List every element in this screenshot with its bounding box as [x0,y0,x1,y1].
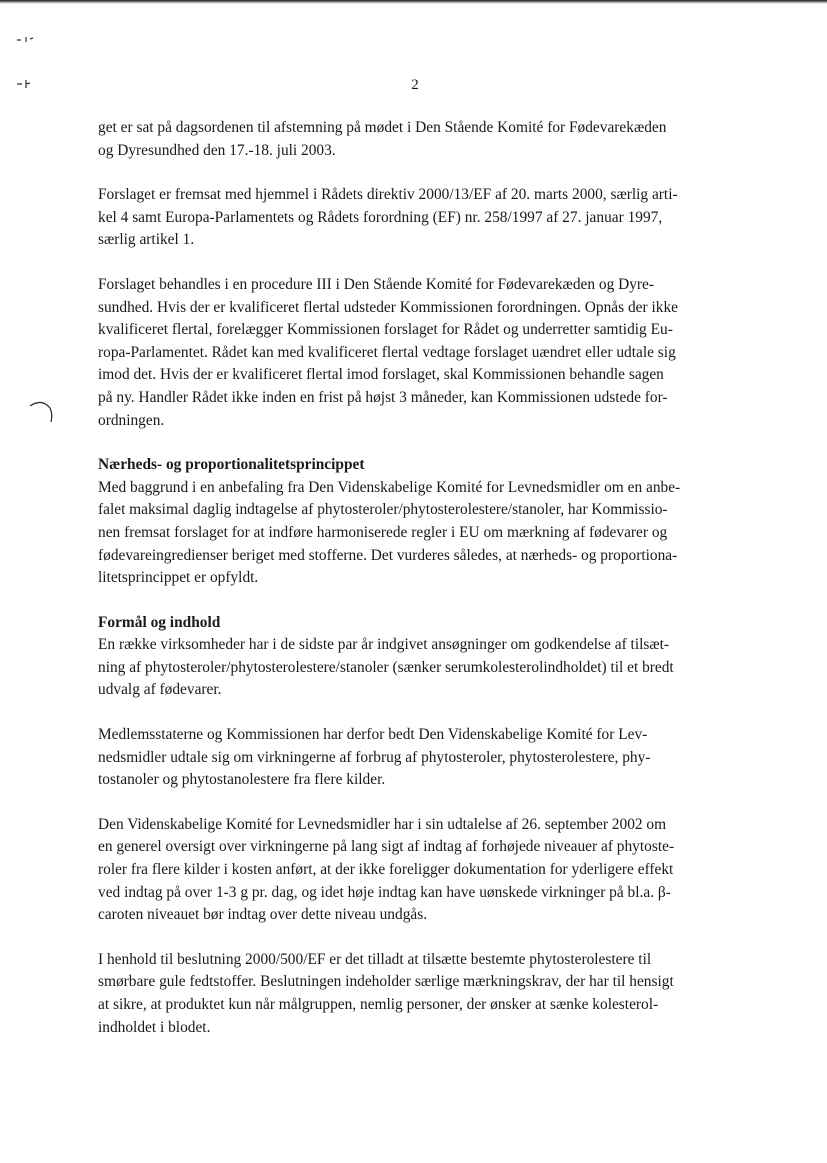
paragraph-applications: En række virksomheder har i de sidste par år indgivet ansøgninger om godkendelse af tilsæt- ning af phytosteroler/phytosterolestere/stanoler (sænker serumkolesterolindholdet) til et bredt udvalg af fødevarer. [98,636,674,699]
paragraph-committee-opinion: Den Videnskabelige Komité for Levnedsmidler har i sin udtalelse af 26. september 2002 om en generel oversigt over virkningerne på lang sigt af indtag af forhøjede niveauer af phytoste- roler fra flere kilder i kosten anført, at der ikke foreligger dokumentation for yderligere effekt ved indtag på over 1-3 g pr. dag, og idet høje indtag kan have uønskede virkninger på bl.a. β- caroten niveauet bør indtag over dette niveau undgås. [98,815,675,924]
scan-edge [0,0,827,4]
paragraph-intro: get er sat på dagsordenen til afstemning på mødet i Den Stående Komité for Fødevarekæden og Dyresundhed den 17.-18. juli 2003. [98,119,667,159]
paragraph-decision: I henhold til beslutning 2000/500/EF er det tilladt at tilsætte bestemte phytosterolestere til smørbare gule fedtstoffer. Beslutningen indeholder særlige mærkningskrav, der har til hensigt at sikre, at produktet kun når målgruppen, nemlig personer, der ønsker at sænke kolesterol- indholdet i blodet. [98,950,674,1036]
paragraph-procedure: Forslaget behandles i en procedure III i Den Stående Komité for Fødevarekæden og Dyre- sundhed. Hvis der er kvalificeret flertal udsteder Kommissionen forordningen. Opnås der ikke kvalificeret flertal, forelægger Kommissionen forslaget for Rådet og underretter samtidig Eu- ropa-Parlamentet. Rådet kan med kvalificeret flertal vedtage forslaget uændret eller udtale sig imod det. Hvis der er kvalificeret flertal imod forslaget, skal Kommissionen behandle sagen på ny. Handler Rådet ikke inden en frist på højst 3 måneder, kan Kommissionen udstede for- ordningen. [98,275,678,429]
paragraph-proportionality: Med baggrund i en anbefaling fra Den Videnskabelige Komité for Levnedsmidler om en anbe- falet maksimal daglig indtagelse af phytosteroler/phytosterolestere/stanoler, har Kommissio- nen fremsat forslaget for at indføre harmoniserede regler i EU om mærkning af fødevarer og fødevareingredienser beriget med stofferne. Det vurderes således, at nærheds- og proportiona- litetsprincippet er opfyldt. [98,478,681,587]
margin-punch-mark [26,396,56,426]
margin-mark-top [16,34,38,44]
paragraph-member-states: Medlemsstaterne og Kommissionen har derfor bedt Den Videnskabelige Komité for Lev- nedsmidler udtale sig om virkningerne af forbrug af phytosteroler, phytosterolestere, phy- tostanoler og phytostanolestere fra flere kilder. [98,726,651,789]
paragraph-legal-basis: Forslaget er fremsat med hjemmel i Rådets direktiv 2000/13/EF af 20. marts 2000, særlig arti- kel 4 samt Europa-Parlamentets og Rådets forordning (EF) nr. 258/1997 af 27. januar 1997, særlig artikel 1. [98,186,678,249]
document-body [98,117,720,1039]
heading-purpose: Formål og indhold [98,613,221,631]
page-number: 2 [411,77,419,93]
margin-mark-middle [16,78,36,90]
heading-proportionality: Nærheds- og proportionalitetsprincippet [98,456,365,474]
